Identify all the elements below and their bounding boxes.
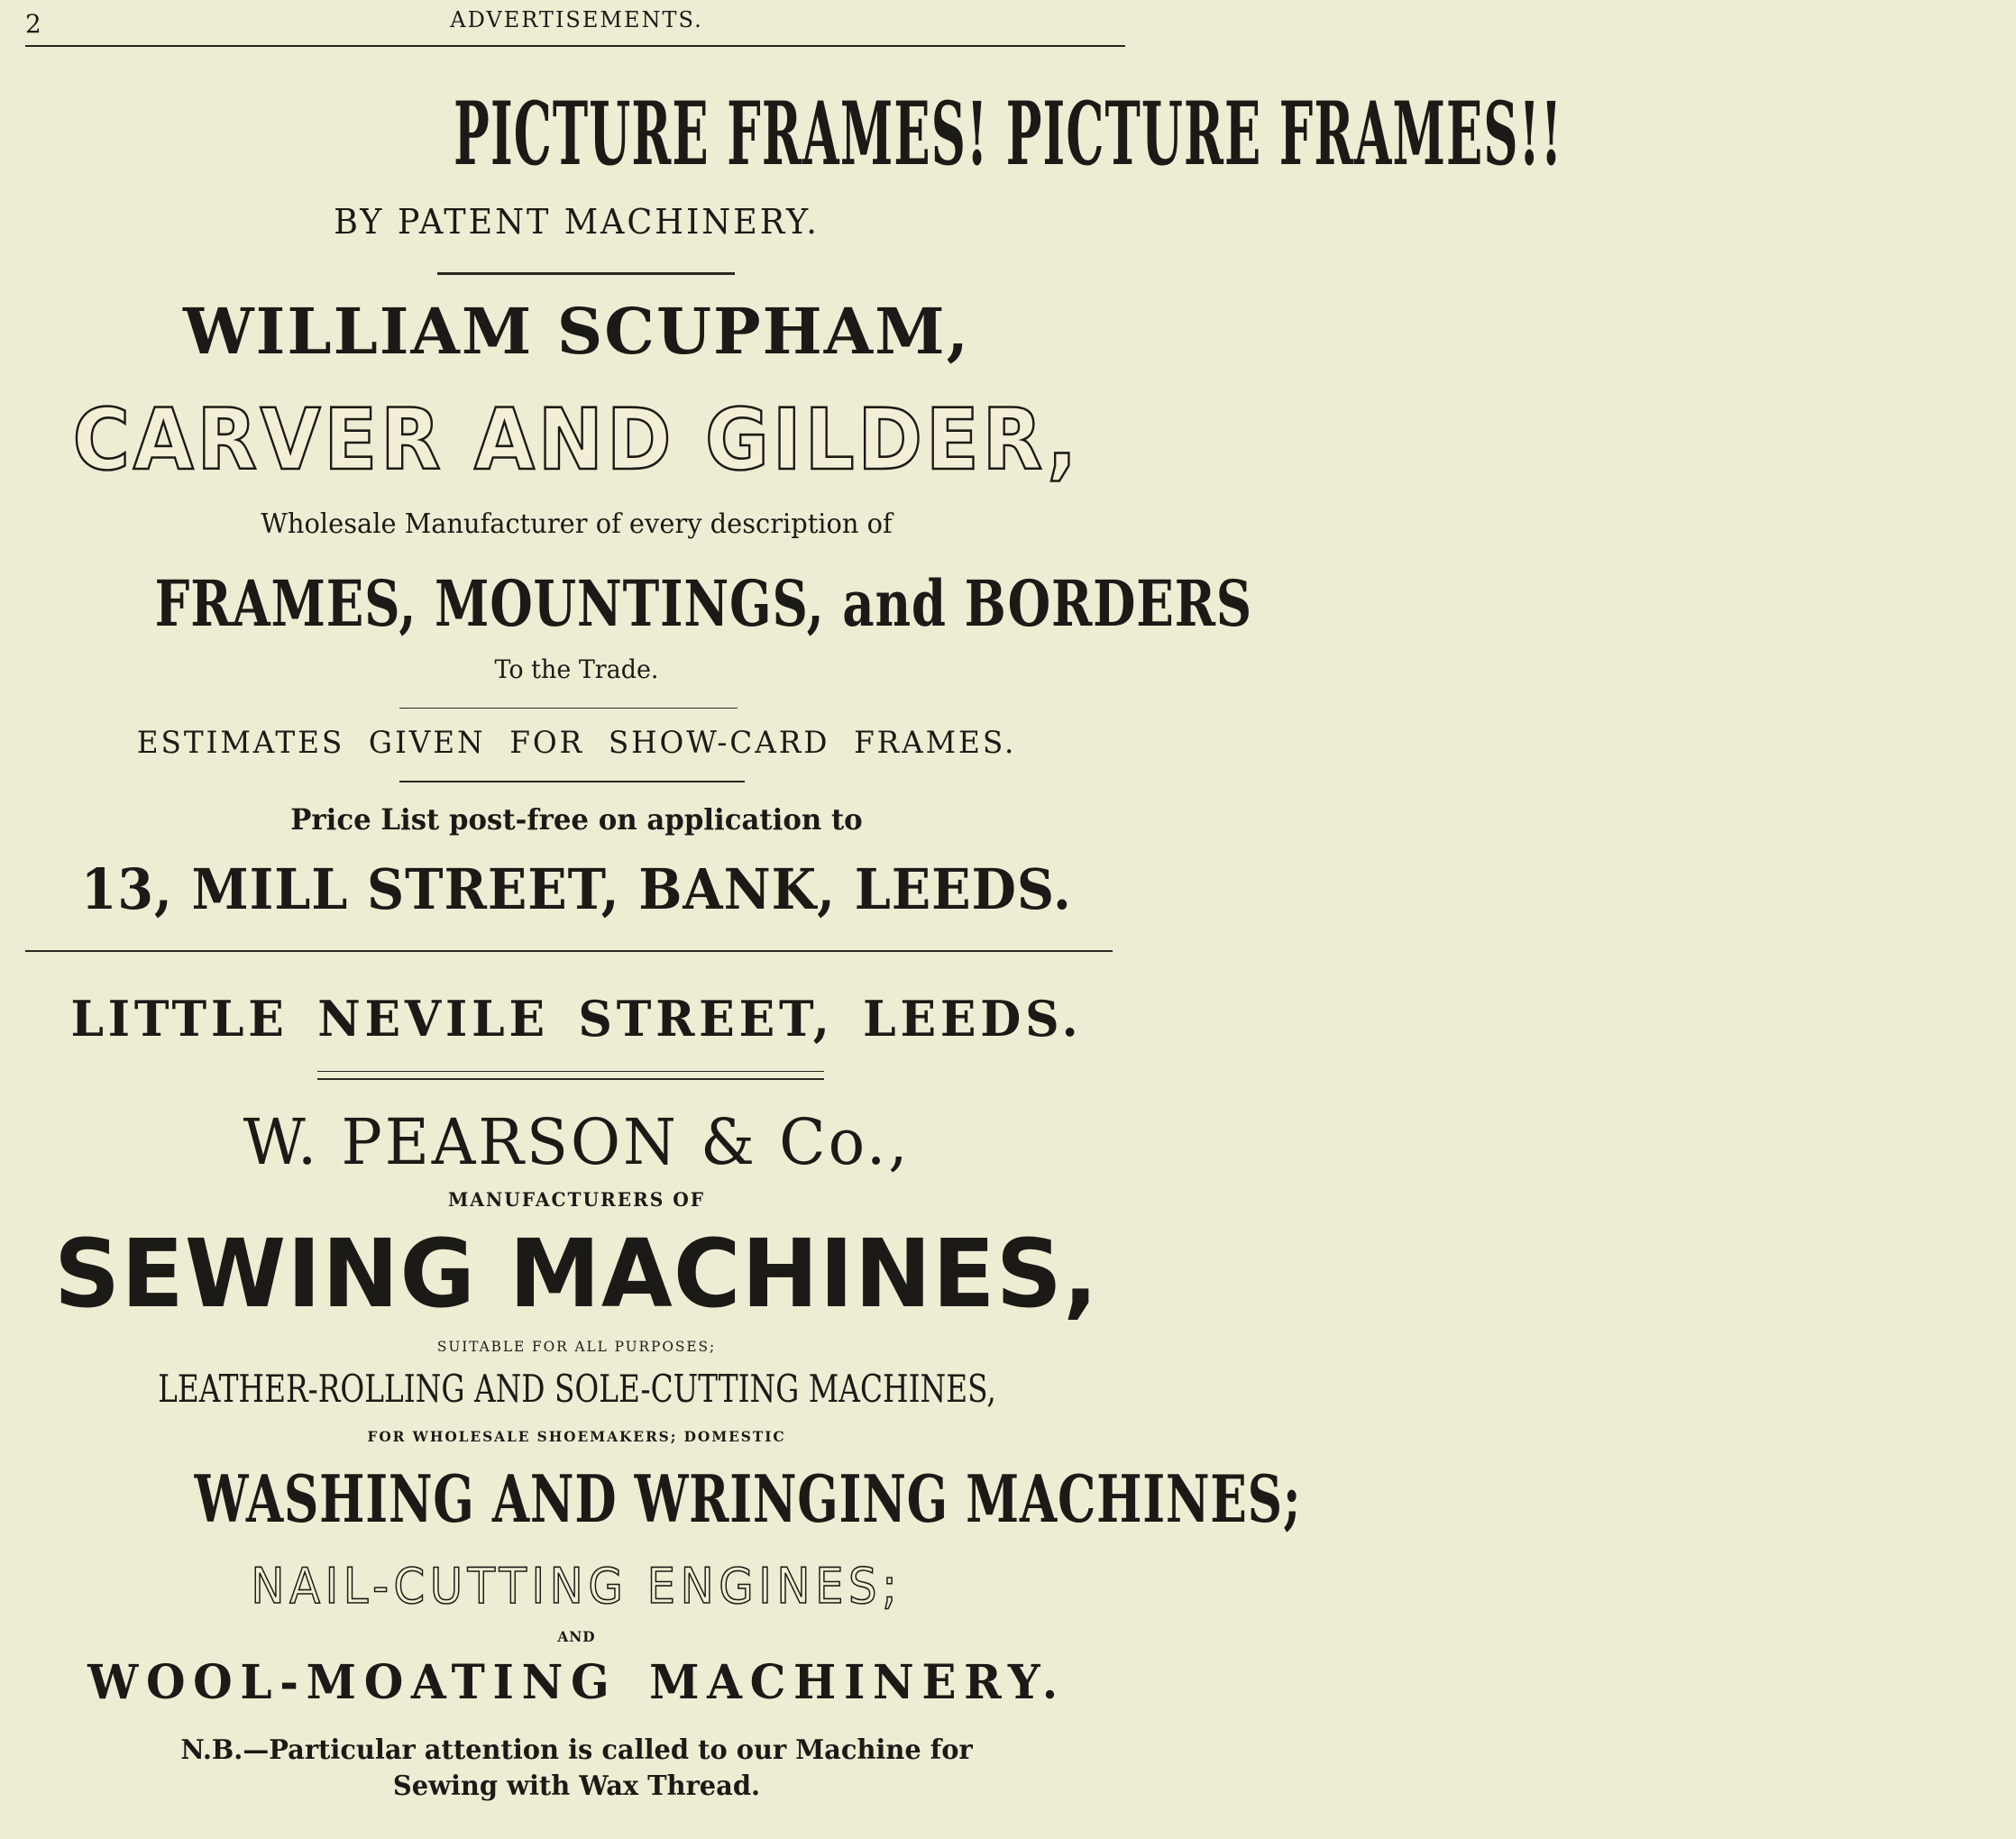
ad1-rule-a bbox=[399, 708, 738, 709]
ad2-and: AND bbox=[557, 1628, 596, 1645]
ad1-subhead: BY PATENT MACHINERY. bbox=[334, 202, 820, 242]
ad2-manufacturers: MANUFACTURERS OF bbox=[447, 1188, 705, 1211]
ad2-shoemakers: FOR WHOLESALE SHOEMAKERS; DOMESTIC bbox=[367, 1428, 786, 1445]
ad2-street: LITTLE NEVILE STREET, LEEDS. bbox=[70, 990, 1083, 1048]
ad1-trade: CARVER AND GILDER, bbox=[72, 391, 1081, 489]
ad1-rule-b bbox=[399, 781, 745, 782]
ad2-wool: WOOL-MOATING MACHINERY. bbox=[87, 1655, 1066, 1710]
ad1-description: Wholesale Manufacturer of every description of bbox=[261, 508, 893, 540]
ad1-headline: PICTURE FRAMES! PICTURE FRAMES!! bbox=[454, 83, 1563, 185]
ad1-name: WILLIAM SCUPHAM, bbox=[183, 294, 970, 369]
ad2-note-line2: Sewing with Wax Thread. bbox=[392, 1770, 761, 1802]
ad1-trade-note: To the Trade. bbox=[494, 654, 659, 684]
ad2-suitable: SUITABLE FOR ALL PURPOSES; bbox=[436, 1338, 717, 1355]
ad2-note-line1: N.B.—Particular attention is called to our Machine for bbox=[180, 1734, 973, 1766]
ad-separator-rule bbox=[25, 950, 1113, 952]
ad1-short-rule bbox=[437, 272, 735, 275]
ad1-estimates: ESTIMATES GIVEN FOR SHOW-CARD FRAMES. bbox=[136, 725, 1017, 761]
ad2-double-rule-top bbox=[317, 1071, 824, 1072]
ad1-products: FRAMES, MOUNTINGS, and BORDERS bbox=[154, 566, 1252, 641]
ad2-double-rule-bottom bbox=[317, 1078, 824, 1080]
page-number: 2 bbox=[25, 9, 41, 39]
ad1-address: 13, MILL STREET, BANK, LEEDS. bbox=[81, 856, 1072, 922]
ad2-leather: LEATHER-ROLLING AND SOLE-CUTTING MACHINES, bbox=[157, 1367, 996, 1411]
running-header: ADVERTISEMENTS. bbox=[450, 7, 703, 32]
ad1-price-list: Price List post-free on application to bbox=[290, 802, 863, 837]
ad2-firm: W. PEARSON & Co., bbox=[243, 1105, 911, 1179]
ad2-nail: NAIL-CUTTING ENGINES; bbox=[251, 1558, 903, 1615]
ad2-product-main: SEWING MACHINES, bbox=[54, 1219, 1099, 1329]
header-rule bbox=[25, 45, 1125, 47]
ad2-washing: WASHING AND WRINGING MACHINES; bbox=[194, 1460, 1302, 1537]
